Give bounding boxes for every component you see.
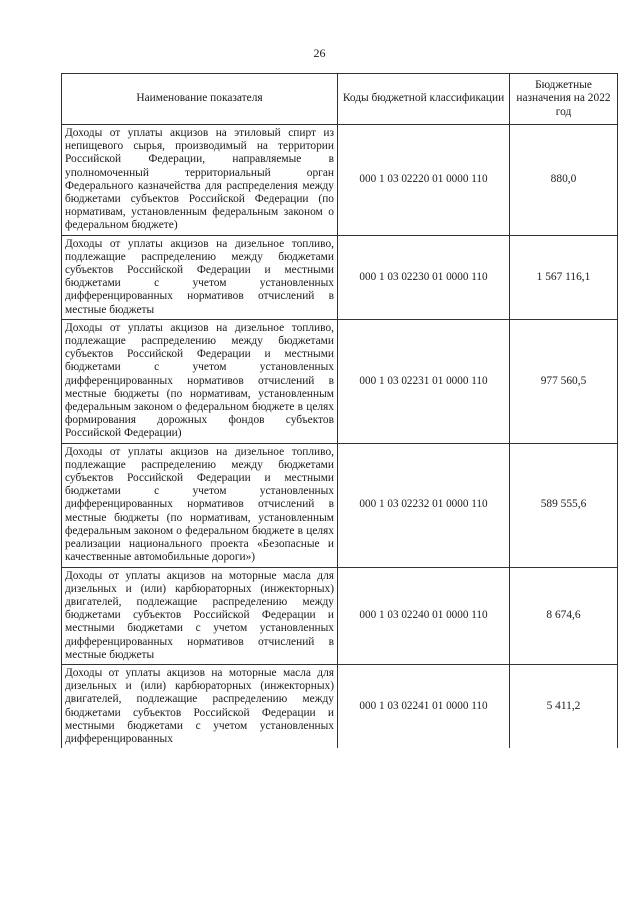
row-code: 000 1 03 02240 01 0000 110: [338, 567, 510, 664]
row-amount: 589 555,6: [510, 443, 618, 567]
row-name: Доходы от уплаты акцизов на этиловый спирт из непищевого сырья, производимый на территории Российской Федерации, направляемые в уполномоченный территориальный орган Федерального казначейства для распределения между бюджетами субъектов Российской Федерации (по нормативам, установленным федеральным законом о федеральном бюджете): [62, 125, 338, 236]
row-name: Доходы от уплаты акцизов на моторные масла для дизельных и (или) карбюраторных (инжекторных) двигателей, подлежащие распределению между бюджетами субъектов Российской Федерации и местными бюджетами с учетом установленных дифференцированных: [62, 664, 338, 748]
row-amount: 880,0: [510, 125, 618, 236]
row-name: Доходы от уплаты акцизов на дизельное топливо, подлежащие распределению между бюджетами субъектов Российской Федерации и местными бюджетами с учетом установленных дифференцированных нормативов отчислений в местные бюджеты: [62, 235, 338, 319]
row-amount: 977 560,5: [510, 319, 618, 443]
row-amount: 5 411,2: [510, 664, 618, 748]
row-code: 000 1 03 02220 01 0000 110: [338, 125, 510, 236]
table-header-row: [62, 74, 618, 125]
table-row: [62, 319, 618, 443]
header-code: Коды бюджетной классификации: [338, 74, 510, 125]
header-name: Наименование показателя: [62, 74, 338, 125]
page-number: 26: [313, 46, 326, 60]
table-row: [62, 567, 618, 664]
row-name: Доходы от уплаты акцизов на дизельное топливо, подлежащие распределению между бюджетами субъектов Российской Федерации и местными бюджетами с учетом установленных дифференцированных нормативов отчислений в местные бюджеты (по нормативам, установленным федеральным законом о федеральном бюджете в целях реализации национального проекта «Безопасные и качественные автомобильные дороги»): [62, 443, 338, 567]
row-code: 000 1 03 02232 01 0000 110: [338, 443, 510, 567]
table-row: [62, 125, 618, 236]
row-code: 000 1 03 02231 01 0000 110: [338, 319, 510, 443]
row-code: 000 1 03 02241 01 0000 110: [338, 664, 510, 748]
table-row: [62, 235, 618, 319]
row-amount: 8 674,6: [510, 567, 618, 664]
row-name: Доходы от уплаты акцизов на дизельное топливо, подлежащие распределению между бюджетами субъектов Российской Федерации и местными бюджетами с учетом установленных дифференцированных нормативов отчислений в местные бюджеты (по нормативам, установленным федеральным законом о федеральном бюджете в целях формирования дорожных фондов субъектов Российской Федерации): [62, 319, 338, 443]
row-code: 000 1 03 02230 01 0000 110: [338, 235, 510, 319]
row-amount: 1 567 116,1: [510, 235, 618, 319]
table-row: [62, 443, 618, 567]
budget-table: [61, 73, 618, 748]
row-name: Доходы от уплаты акцизов на моторные масла для дизельных и (или) карбюраторных (инжекторных) двигателей, подлежащие распределению между бюджетами субъектов Российской Федерации и местными бюджетами с учетом установленных дифференцированных нормативов отчислений в местные бюджеты: [62, 567, 338, 664]
header-amount: Бюджетные назначения на 2022 год: [510, 74, 618, 125]
table-row: [62, 664, 618, 748]
